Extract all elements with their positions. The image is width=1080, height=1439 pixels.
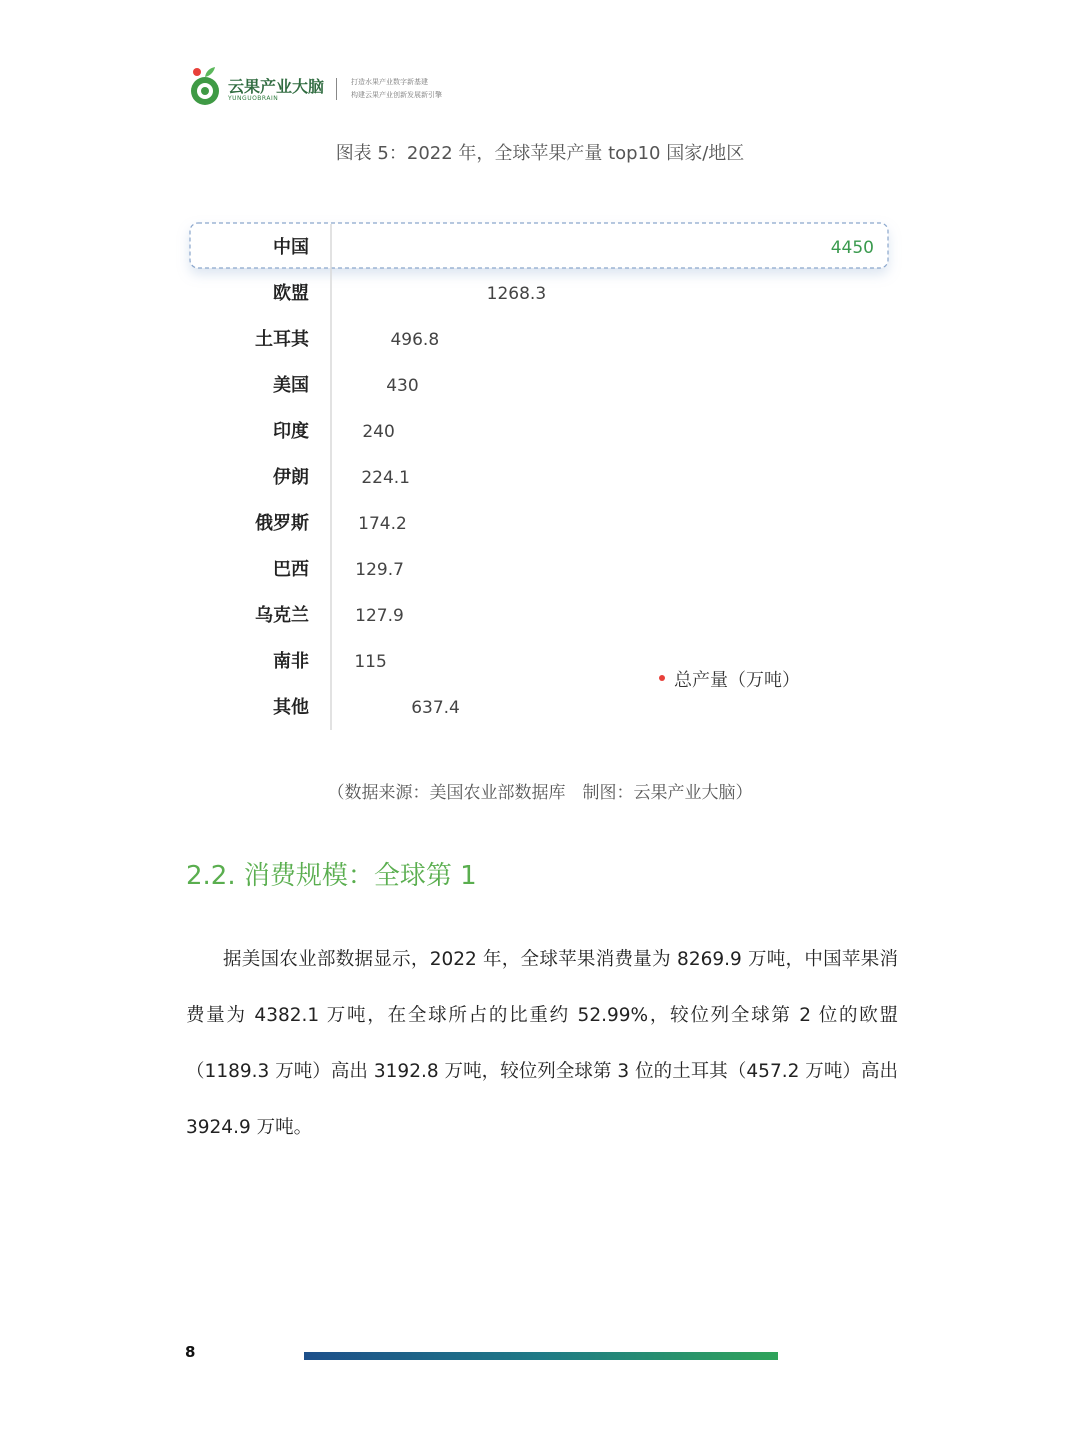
apple-icon xyxy=(338,558,353,577)
apple-icon xyxy=(365,328,380,347)
chart-row xyxy=(273,650,387,672)
category-label: 南非 xyxy=(273,651,309,672)
apple-icon xyxy=(338,696,353,715)
apple-icon xyxy=(338,420,353,439)
apple-icon xyxy=(448,282,463,301)
chart-row xyxy=(273,558,404,580)
apple-icon xyxy=(338,328,353,347)
value-label: 174.2 xyxy=(358,514,407,534)
value-label: 1268.3 xyxy=(486,284,547,304)
chart-row xyxy=(273,282,546,304)
chart-source: （数据来源：美国农业部数据库 制图：云果产业大脑） xyxy=(327,783,753,803)
legend-marker xyxy=(659,675,665,681)
value-label: 430 xyxy=(386,376,419,396)
apple-icon xyxy=(365,696,380,715)
category-label: 美国 xyxy=(273,375,309,396)
value-label: 127.9 xyxy=(355,606,404,626)
chart-row xyxy=(255,604,404,626)
page-number: 8 xyxy=(185,1343,196,1361)
apple-icon xyxy=(365,374,380,393)
brand-english-name: YUNGUOBRAIN xyxy=(228,95,279,102)
value-label: 115 xyxy=(354,652,387,672)
value-label: 496.8 xyxy=(390,330,440,350)
body-paragraph: 据美国农业部数据显示，2022 年，全球苹果消费量为 8269.9 万吨，中国苹果消费量为 4382.1 万吨，在全球所占的比重约 52.99%，较位列全球第 2 位的欧盟（1189.3 万吨）高出 3192.8 万吨，较位列全球第 3 位的土耳其（457.2 万吨）高出 3924.9 万吨。 xyxy=(186,949,898,1138)
category-label: 其他 xyxy=(273,697,309,718)
value-label: 129.7 xyxy=(355,560,404,580)
apple-icon xyxy=(338,282,353,301)
category-label: 伊朗 xyxy=(273,467,309,488)
apple-icon xyxy=(338,466,353,485)
value-label: 637.4 xyxy=(411,698,460,718)
chart-row xyxy=(273,696,460,718)
apple-icon xyxy=(365,282,380,301)
slogan-line-1: 打造水果产业数字新基建 xyxy=(351,78,428,86)
section-title: 2.2. 消费规模：全球第 1 xyxy=(186,861,477,891)
chart-legend xyxy=(659,670,800,691)
apple-icon xyxy=(393,282,408,301)
category-label: 欧盟 xyxy=(273,283,309,304)
apple-icon xyxy=(338,512,353,531)
category-label: 土耳其 xyxy=(255,329,309,350)
legend-label: 总产量（万吨） xyxy=(674,670,800,691)
apple-icon xyxy=(393,696,408,715)
chart-title: 图表 5：2022 年，全球苹果产量 top10 国家/地区 xyxy=(335,143,745,164)
value-label: 4450 xyxy=(830,238,874,258)
chart-row xyxy=(273,374,419,396)
apple-icon xyxy=(338,604,353,623)
footer-bar xyxy=(304,1352,778,1360)
category-label: 俄罗斯 xyxy=(255,513,309,534)
brand-name: 云果产业大脑 xyxy=(228,77,325,96)
category-label: 乌克兰 xyxy=(255,605,309,626)
value-label: 224.1 xyxy=(361,468,411,488)
category-label: 中国 xyxy=(273,237,309,258)
apple-icon xyxy=(338,650,353,669)
value-label: 240 xyxy=(362,422,395,442)
chart-row xyxy=(273,420,395,442)
apple-icon xyxy=(421,282,436,301)
chart-row xyxy=(255,328,439,350)
category-label: 巴西 xyxy=(273,559,309,580)
slogan-line-2: 构建云果产业创新发展新引擎 xyxy=(351,91,442,99)
apple-icon xyxy=(338,374,353,393)
chart-row xyxy=(273,466,410,488)
category-label: 印度 xyxy=(273,421,309,442)
